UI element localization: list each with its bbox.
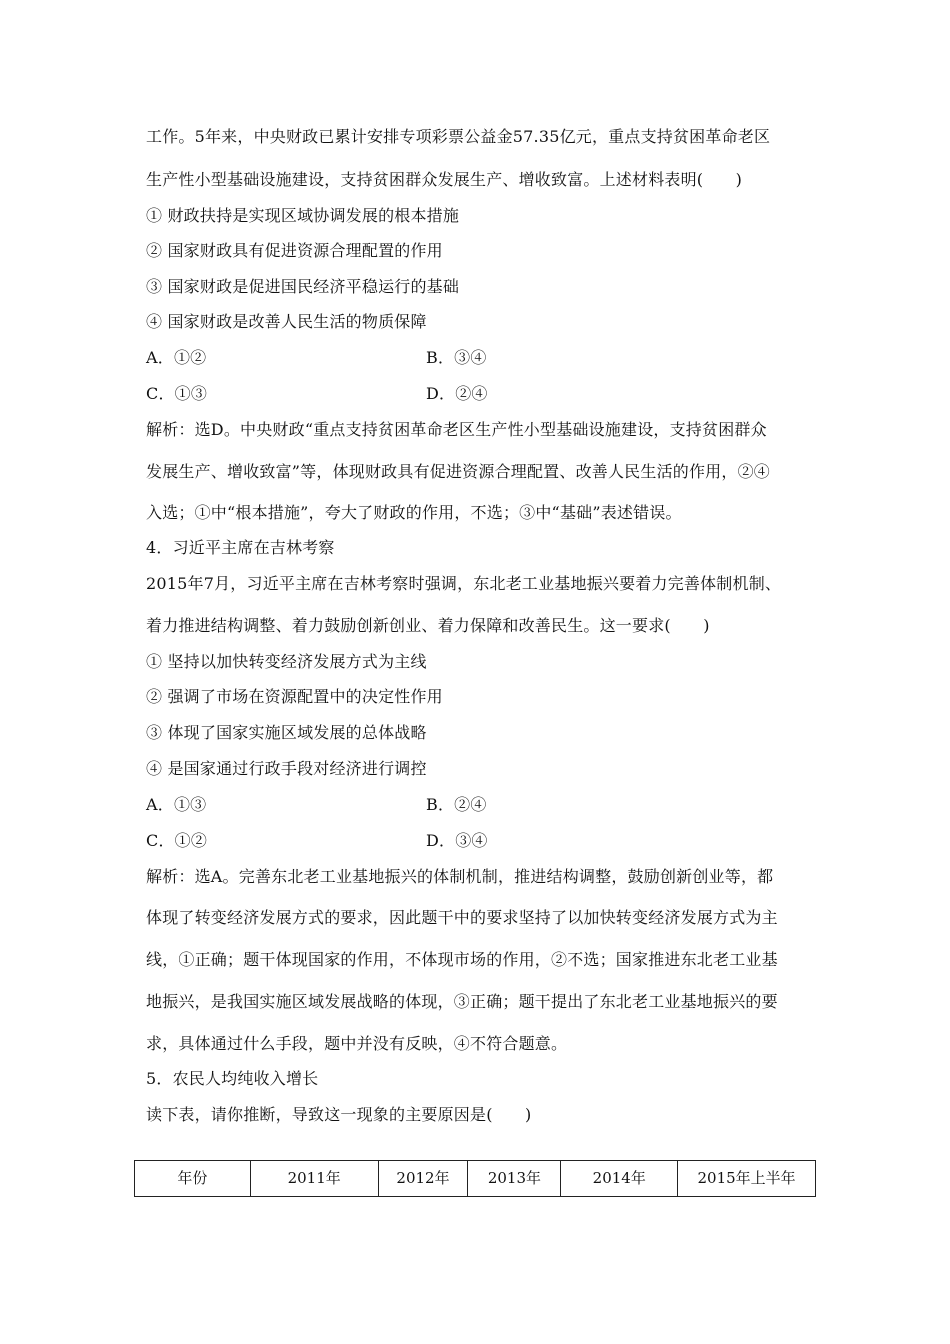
q4-analysis-line-2: 体现了转变经济发展方式的要求，因此题干中的要求坚持了以加快转变经济发展方式为主 [146, 908, 778, 927]
income-table [134, 1160, 816, 1197]
q3-analysis-line-1: 解析：选D。中央财政“重点支持贫困革命老区生产性小型基础设施建设，支持贫困群众 [146, 420, 767, 439]
q5-heading: 5．农民人均纯收入增长 [146, 1069, 319, 1088]
q3-item-4: ④ 国家财政是改善人民生活的物质保障 [146, 312, 427, 331]
q4-item-1: ① 坚持以加快转变经济发展方式为主线 [146, 652, 427, 671]
q3-item-2: ② 国家财政具有促进资源合理配置的作用 [146, 241, 443, 260]
q3-stem-line-2: 生产性小型基础设施建设，支持贫困群众发展生产、增收致富。上述材料表明( ) [146, 170, 743, 189]
table-header-cell: 2012年 [378, 1161, 468, 1197]
q3-item-3: ③ 国家财政是促进国民经济平稳运行的基础 [146, 277, 460, 296]
q3-analysis-line-3: 入选；①中“根本措施”，夸大了财政的作用，不选；③中“基础”表述错误。 [146, 503, 682, 522]
table-header-cell: 2013年 [468, 1161, 561, 1197]
table-header-cell: 2011年 [250, 1161, 378, 1197]
q4-analysis-line-3: 线，①正确；题干体现国家的作用，不体现市场的作用，②不选；国家推进东北老工业基 [146, 950, 778, 969]
table-header-cell: 2015年上半年 [678, 1161, 816, 1197]
q4-analysis-line-1: 解析：选A。完善东北老工业基地振兴的体制机制，推进结构调整，鼓励创新创业等，都 [146, 867, 774, 886]
q4-option-d: D．③④ [426, 831, 488, 850]
q3-analysis-line-2: 发展生产、增收致富”等，体现财政具有促进资源合理配置、改善人民生活的作用，②④ [146, 462, 770, 481]
q3-option-a: A．①② [146, 348, 207, 367]
q3-item-1: ① 财政扶持是实现区域协调发展的根本措施 [146, 206, 460, 225]
q3-option-d: D．②④ [426, 384, 488, 403]
q3-option-c: C．①③ [146, 384, 208, 403]
q4-option-c: C．①② [146, 831, 208, 850]
q4-stem-line-2: 着力推进结构调整、着力鼓励创新创业、着力保障和改善民生。这一要求( ) [146, 616, 710, 635]
table-header-cell: 2014年 [561, 1161, 678, 1197]
q5-stem: 读下表，请你推断，导致这一现象的主要原因是( ) [146, 1105, 532, 1124]
q4-item-4: ④ 是国家通过行政手段对经济进行调控 [146, 759, 427, 778]
q4-stem-line-1: 2015年7月，习近平主席在吉林考察时强调，东北老工业基地振兴要着力完善体制机制、 [146, 574, 782, 593]
q4-item-3: ③ 体现了国家实施区域发展的总体战略 [146, 723, 427, 742]
q3-option-b: B．③④ [426, 348, 487, 367]
table-header-cell: 年份 [135, 1161, 251, 1197]
q4-item-2: ② 强调了市场在资源配置中的决定性作用 [146, 687, 443, 706]
q4-option-a: A．①③ [146, 795, 207, 814]
table-header-row [135, 1161, 816, 1197]
q4-option-b: B．②④ [426, 795, 487, 814]
q4-heading: 4．习近平主席在吉林考察 [146, 538, 335, 557]
q4-analysis-line-5: 求，具体通过什么手段，题中并没有反映，④不符合题意。 [146, 1034, 568, 1053]
q4-analysis-line-4: 地振兴，是我国实施区域发展战略的体现，③正确；题干提出了东北老工业基地振兴的要 [146, 992, 778, 1011]
q3-stem-line-1: 工作。5年来，中央财政已累计安排专项彩票公益金57.35亿元，重点支持贫困革命老区 [146, 127, 771, 146]
